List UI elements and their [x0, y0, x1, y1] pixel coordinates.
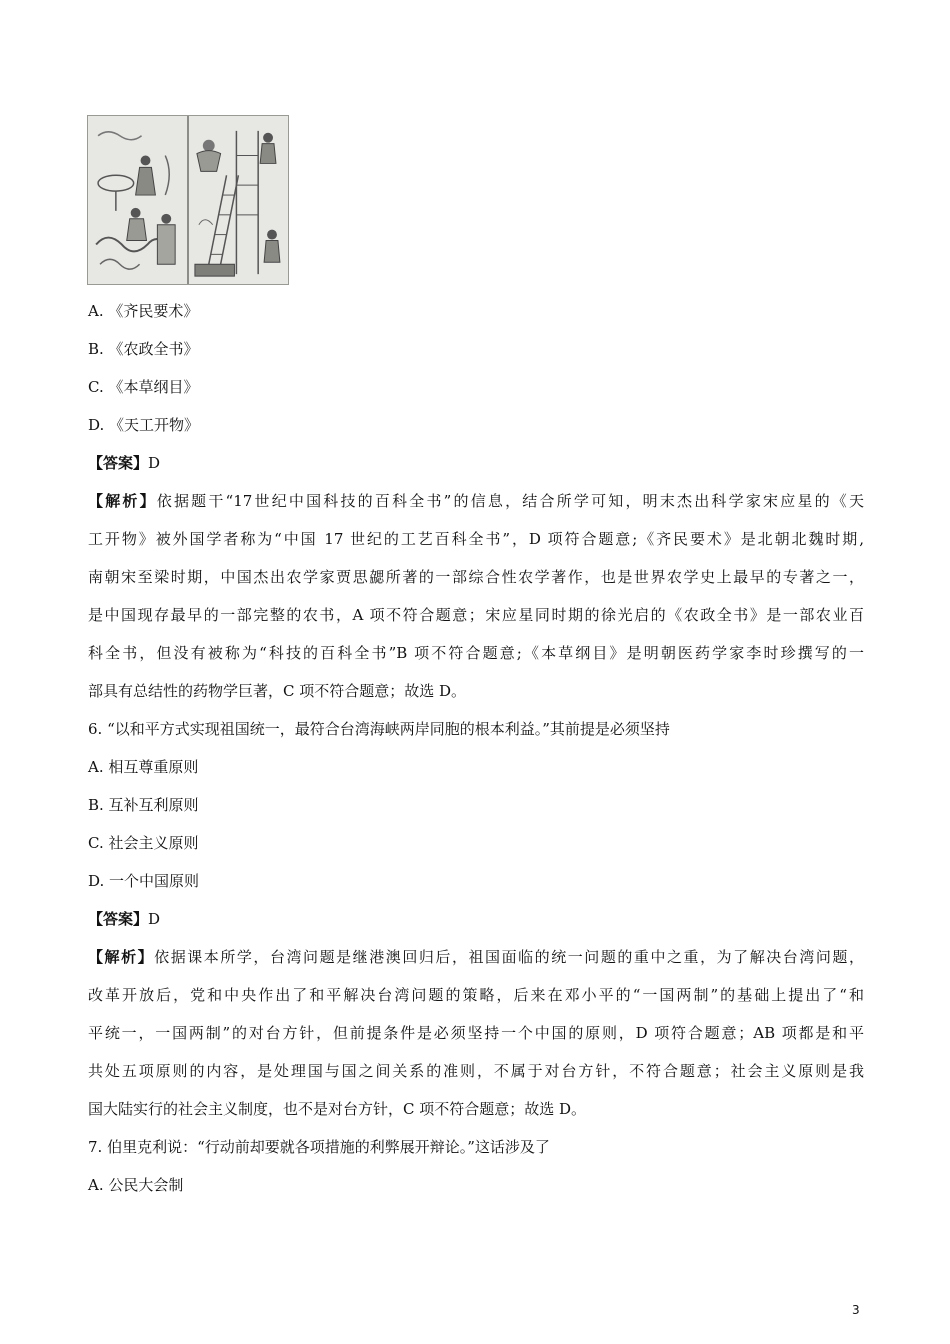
woodblock-illustration-drawing [88, 116, 288, 284]
q6-answer [88, 909, 160, 929]
q5-option-b: B. 《农政全书》 [88, 340, 199, 358]
woodblock-illustration [87, 115, 289, 285]
q5-analysis-line: 工开物》被外国学者称为“中国 17 世纪的工艺百科全书”，D 项符合题意;《齐民要术》是北朝北魏时期, [88, 530, 864, 548]
q6-analysis-line: 改革开放后，党和中央作出了和平解决台湾问题的策略，后来在邓小平的“一国两制”的基础上提出了“和 [88, 986, 864, 1004]
q6-answer-label: 【答案】 [88, 910, 149, 928]
q7-option-a: A. 公民大会制 [88, 1176, 184, 1194]
q6-analysis-line: 共处五项原则的内容，是处理国与国之间关系的准则，不属于对台方针，不符合题意；社会主义原则是我 [88, 1062, 864, 1080]
q5-option-a: A. 《齐民要术》 [88, 302, 199, 320]
q7-question: 7. 伯里克利说：“行动前却要就各项措施的利弊展开辩论。”这话涉及了 [88, 1138, 550, 1156]
q6-analysis-line: 国大陆实行的社会主义制度，也不是对台方针，C 项不符合题意；故选 D。 [88, 1100, 587, 1118]
q5-analysis-line: 是中国现存最早的一部完整的农书，A 项不符合题意；宋应星同时期的徐光启的《农政全书》是一部农业百 [88, 606, 864, 624]
q6-answer-value: D [148, 910, 161, 928]
q6-analysis [88, 947, 864, 1137]
q5-analysis-line: 【解析】依据题干“17世纪中国科技的百科全书”的信息，结合所学可知，明末杰出科学家宋应星的《天 [88, 492, 864, 510]
q5-analysis-label: 【解析】 [88, 492, 157, 510]
page-number: 3 [852, 1303, 860, 1317]
q6-question: 6. “以和平方式实现祖国统一，最符合台湾海峡两岸同胞的根本利益。”其前提是必须坚持 [88, 720, 670, 738]
q6-option-c: C. 社会主义原则 [88, 834, 199, 852]
q6-option-a: A. 相互尊重原则 [88, 758, 199, 776]
q5-analysis-line: 南朝宋至梁时期，中国杰出农学家贾思勰所著的一部综合性农学著作，也是世界农学史上最早的专著之一， [88, 568, 864, 586]
q5-option-d: D. 《天工开物》 [88, 416, 200, 434]
q6-option-d: D. 一个中国原则 [88, 872, 200, 890]
q5-answer-label: 【答案】 [88, 454, 149, 472]
q6-analysis-line: 平统一，一国两制”的对台方针，但前提条件是必须坚持一个中国的原则，D 项符合题意；AB 项都是和平 [88, 1024, 864, 1042]
q6-option-b: B. 互补互利原则 [88, 796, 199, 814]
q5-analysis [88, 491, 864, 719]
q5-option-c: C. 《本草纲目》 [88, 378, 199, 396]
q6-analysis-line: 【解析】依据课本所学，台湾问题是继港澳回归后，祖国面临的统一问题的重中之重，为了解决台湾问题， [88, 948, 864, 966]
q6-analysis-label: 【解析】 [88, 948, 155, 966]
q5-answer-value: D [148, 454, 161, 472]
q5-answer [88, 453, 160, 473]
q5-analysis-line: 部具有总结性的药物学巨著，C 项不符合题意；故选 D。 [88, 682, 467, 700]
q5-analysis-line: 科全书，但没有被称为“科技的百科全书”B 项不符合题意;《本草纲目》是明朝医药学家李时珍撰写的一 [88, 644, 864, 662]
